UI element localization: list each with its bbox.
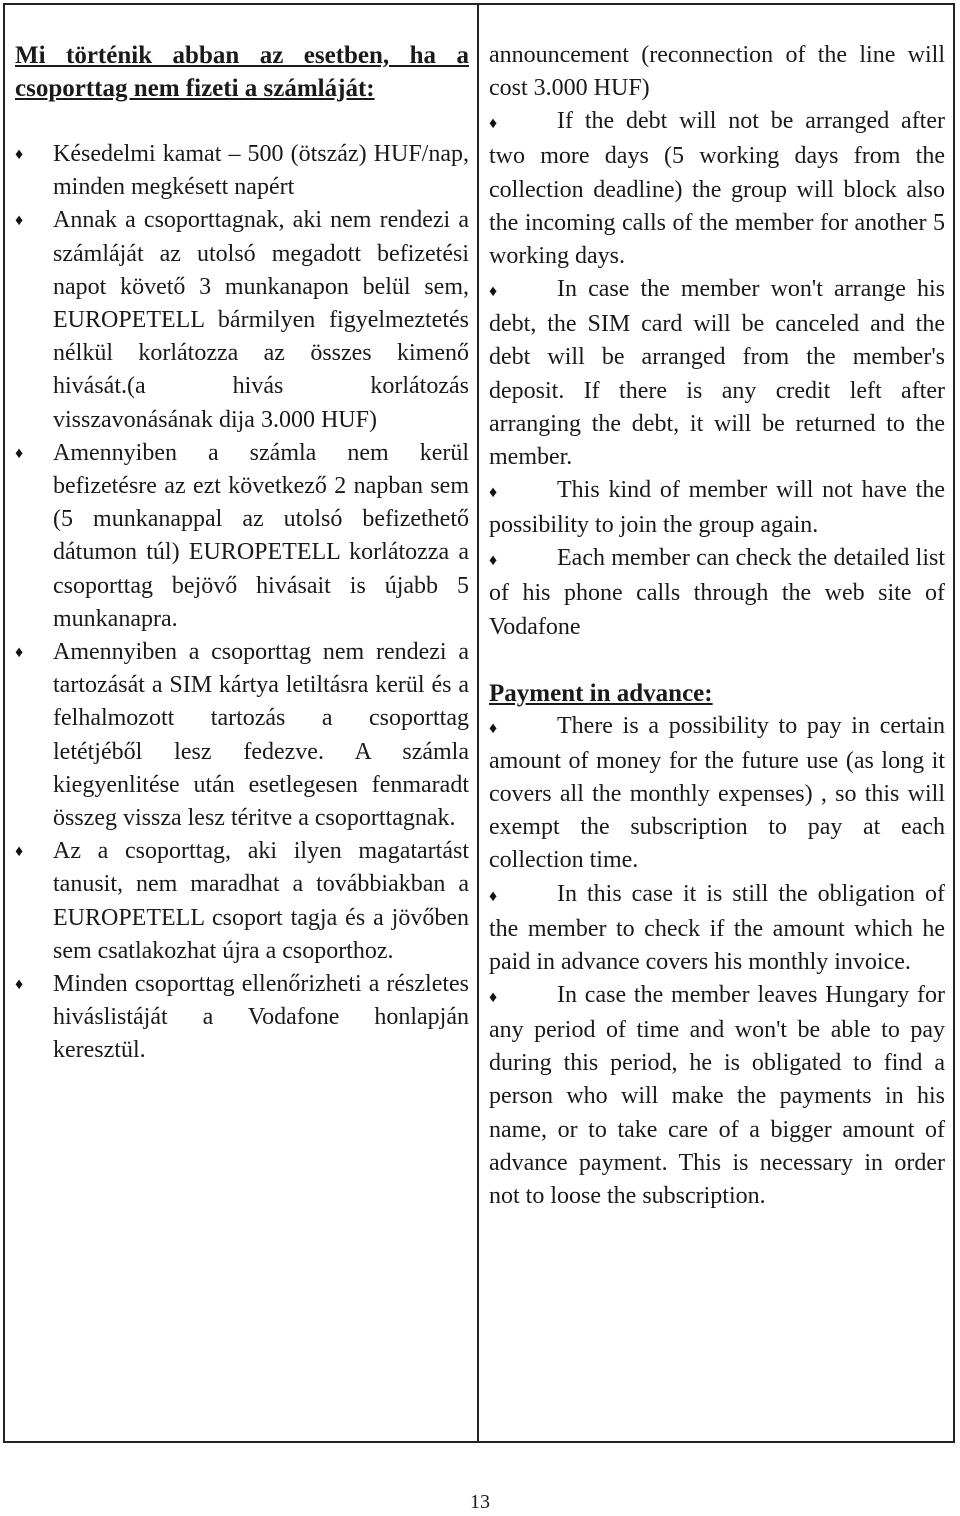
right-column-english [479, 5, 953, 1441]
diamond-bullet-icon: ♦ [15, 444, 24, 462]
diamond-bullet-icon: ♦ [15, 212, 24, 230]
diamond-bullet-icon: ♦ [489, 484, 498, 502]
diamond-bullet-icon: ♦ [489, 283, 498, 301]
right-list-item-3: ♦ This kind of member will not have the possibility to join the group again. [489, 477, 945, 539]
diamond-bullet-icon: ♦ [489, 887, 498, 905]
diamond-bullet-icon: ♦ [489, 719, 498, 737]
left-heading: Mi történik abban az esetben, ha a csoporttag nem fizeti a számláját: [15, 42, 469, 102]
right-bullet-list-bottom [489, 710, 945, 1213]
right-bullet-list-top [489, 105, 945, 643]
right-list-item-4: ♦ Each member can check the detailed list of his phone calls through the web site of Vodafone [489, 545, 945, 640]
left-list-item-2: ♦ Annak a csoporttagnak, aki nem rendezi a számláját az utolsó megadott befizetési napot követő 3 munkanapon belül sem, EUROPETELL bármilyen figyelmeztetés nélkül korlátozza az összes kimenő hivását.(a hivás korlátozás visszavonásának dija 3.000 HUF) [15, 204, 469, 436]
right-list-item-5: ♦ There is a possibility to pay in certain amount of money for the future use (as long it covers all the monthly expenses) , so this will exempt the subscription to pay at each collection time. [489, 712, 945, 874]
right-list-item-7: ♦ In case the member leaves Hungary for any period of time and won't be able to pay during this period, he is obligated to find a person who will make the payments in his name, or to take care of a bigger amount of advance payment. This is necessary in order not to loose the subscription. [489, 982, 945, 1210]
page-number: 13 [470, 1491, 490, 1513]
payment-in-advance-heading: Payment in advance: [489, 679, 713, 707]
document-table [3, 3, 955, 1443]
left-bullet-list [15, 138, 469, 1068]
right-list-item-2: ♦ In case the member won't arrange his debt, the SIM card will be canceled and the debt will be arranged from the member's deposit. If there is any credit left after arranging the debt, it will be returned to the member. [489, 276, 945, 471]
diamond-bullet-icon: ♦ [489, 989, 498, 1007]
diamond-bullet-icon: ♦ [489, 552, 498, 570]
diamond-bullet-icon: ♦ [15, 843, 24, 861]
left-list-item-6: ♦ Minden csoporttag ellenőrizheti a részletes hiváslistáját a Vodafone honlapján keresztül. [15, 968, 469, 1068]
right-list-item-6: ♦ In this case it is still the obligation of the member to check if the amount which he paid in advance covers his monthly invoice. [489, 880, 945, 975]
right-continuation-text: announcement (reconnection of the line will cost 3.000 HUF) [489, 42, 945, 102]
diamond-bullet-icon: ♦ [15, 976, 24, 994]
left-list-item-3: ♦ Amennyiben a számla nem kerül befizetésre az ezt következő 2 napban sem (5 munkanappal az utolsó befizethető dátumon túl) EUROPETELL korlátozza a csoporttag bejövő hivásait is újabb 5 munkanapra. [15, 437, 469, 636]
diamond-bullet-icon: ♦ [15, 644, 24, 662]
right-list-item-1: ♦ If the debt will not be arranged after two more days (5 working days from the collection deadline) the group will block also the incoming calls of the member for another 5 working days. [489, 108, 945, 270]
left-list-item-4: ♦ Amennyiben a csoporttag nem rendezi a tartozását a SIM kártya letiltásra kerül és a felhalmozott tartozás a csoporttag letétjéből lesz fedezve. A számla kiegyenlitése után esetlegesen fenmaradt összeg vissza lesz téritve a csoporttagnak. [15, 636, 469, 835]
left-list-item-1: ♦ Késedelmi kamat – 500 (ötszáz) HUF/nap, minden megkésett napért [15, 138, 469, 204]
diamond-bullet-icon: ♦ [489, 115, 498, 133]
left-list-item-5: ♦ Az a csoporttag, aki ilyen magatartást tanusit, nem maradhat a továbbiakban a EUROPETELL csoport tagja és a jövőben sem csatlakozhat újra a csoporthoz. [15, 835, 469, 968]
left-column-hungarian [5, 5, 479, 1441]
diamond-bullet-icon: ♦ [15, 146, 24, 163]
